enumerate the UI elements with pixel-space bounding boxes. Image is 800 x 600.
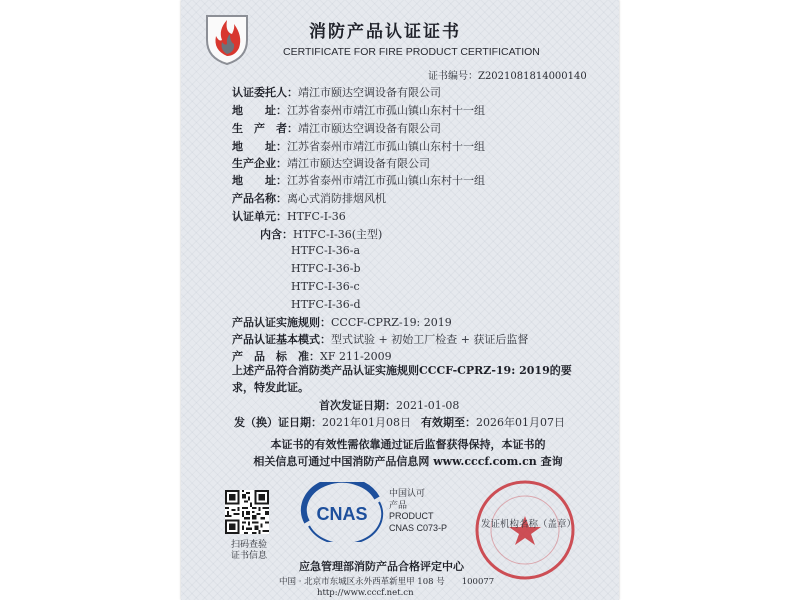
issuing-organization: 应急管理部消防产品合格评定中心 <box>299 560 464 573</box>
qr-caption-line: 扫码查验 <box>231 540 268 550</box>
manufacturer-value: 靖江市颐达空调设备有限公司 <box>287 157 430 170</box>
client-label: 认证委托人： <box>232 86 298 99</box>
producer-value: 靖江市颐达空调设备有限公司 <box>298 122 441 135</box>
qr-code-icon <box>225 490 269 534</box>
fire-flame-shield-icon <box>203 10 251 66</box>
cnas-logo-text: CNAS <box>316 504 368 524</box>
cnas-accreditation-text <box>389 488 447 534</box>
model-item: HTFC-Ⅰ-36-a <box>291 244 361 257</box>
client-value: 靖江市颐达空调设备有限公司 <box>298 86 441 99</box>
standard-label: 产 品 标 准： <box>232 350 320 363</box>
cnas-line: 中国认可 <box>389 488 426 498</box>
certificate-sheet <box>181 0 619 600</box>
cnas-line: PRODUCT <box>389 511 434 521</box>
manufacturer-row <box>232 155 430 171</box>
conformity-statement: 上述产品符合消防类产品认证实施规则CCCF-CPRZ-19: 2019的要求，特发此证。 <box>232 364 572 394</box>
model-item: HTFC-Ⅰ-36-c <box>291 280 360 293</box>
organization-address: 中国 · 北京市东城区永外西革新里甲 108 号 100077 <box>279 577 495 587</box>
rules-row <box>232 314 452 330</box>
cert-unit-label: 认证单元： <box>232 210 287 223</box>
issue-dates-row <box>234 414 565 430</box>
mode-label: 产品认证基本模式： <box>232 333 331 346</box>
issuer-stamp-caption: 发证机构名称（盖章） <box>481 519 577 530</box>
product-name-value: 离心式消防排烟风机 <box>287 192 386 205</box>
cert-unit-row <box>232 208 346 224</box>
contains-row <box>260 226 382 242</box>
validity-note-line: 相关信息可通过中国消防产品信息网 www.cccf.com.cn 查询 <box>253 455 563 468</box>
product-name-row <box>232 190 386 206</box>
qr-caption <box>231 540 267 562</box>
client-address-label: 地 址： <box>232 104 287 117</box>
model-item: HTFC-Ⅰ-36-d <box>291 298 361 311</box>
first-issue-row <box>319 397 459 413</box>
contains-label: 内含： <box>260 228 293 241</box>
producer-label: 生 产 者： <box>232 122 298 135</box>
validity-note <box>228 436 588 470</box>
valid-until-label: 有效期至： <box>421 416 476 429</box>
first-issue-value: 2021-01-08 <box>396 399 460 412</box>
cert-unit-value: HTFC-Ⅰ-36 <box>287 210 346 223</box>
client-address-row <box>232 102 485 118</box>
issue-date-label: 发（换）证日期： <box>234 416 322 429</box>
client-row <box>232 84 441 100</box>
validity-note-line: 本证书的有效性需依靠通过证后监督获得保持，本证书的 <box>270 438 546 451</box>
manufacturer-address-label: 地 址： <box>232 174 287 187</box>
red-seal-stamp-icon <box>473 478 577 582</box>
rules-value: CCCF-CPRZ-19: 2019 <box>331 316 452 329</box>
certificate-number <box>428 67 587 82</box>
certificate-subtitle: CERTIFICATE FOR FIRE PRODUCT CERTIFICATION <box>283 46 540 58</box>
producer-address-row <box>232 138 485 154</box>
cnas-line: 产品 <box>389 499 408 510</box>
model-item: HTFC-Ⅰ-36-b <box>291 262 361 275</box>
organization-website: http://www.cccf.net.cn <box>317 588 414 598</box>
model-item: HTFC-Ⅰ-36(主型) <box>293 228 383 241</box>
rules-label: 产品认证实施规则： <box>232 316 331 329</box>
issue-date-value: 2021年01月08日 <box>322 416 411 429</box>
manufacturer-label: 生产企业： <box>232 157 287 170</box>
mode-value: 型式试验 + 初始工厂检查 + 获证后监督 <box>331 333 529 346</box>
standard-value: XF 211-2009 <box>320 350 392 363</box>
cert-no-label: 证书编号： <box>428 71 478 82</box>
client-address-value: 江苏省泰州市靖江市孤山镇山东村十一组 <box>287 104 485 117</box>
manufacturer-address-row <box>232 172 485 188</box>
producer-address-label: 地 址： <box>232 140 287 153</box>
manufacturer-address-value: 江苏省泰州市靖江市孤山镇山东村十一组 <box>287 174 485 187</box>
mode-row <box>232 331 528 347</box>
valid-until-value: 2026年01月07日 <box>476 416 565 429</box>
product-name-label: 产品名称： <box>232 192 287 205</box>
cert-no-value: Z2021081814000140 <box>478 71 587 82</box>
producer-address-value: 江苏省泰州市靖江市孤山镇山东村十一组 <box>287 140 485 153</box>
cnas-line: CNAS C073-P <box>389 522 448 533</box>
cnas-logo-icon <box>297 482 387 542</box>
qr-caption-line: 证书信息 <box>231 551 268 561</box>
producer-row <box>232 120 441 136</box>
certificate-title: 消防产品认证证书 <box>309 22 461 42</box>
first-issue-label: 首次发证日期： <box>319 399 396 412</box>
